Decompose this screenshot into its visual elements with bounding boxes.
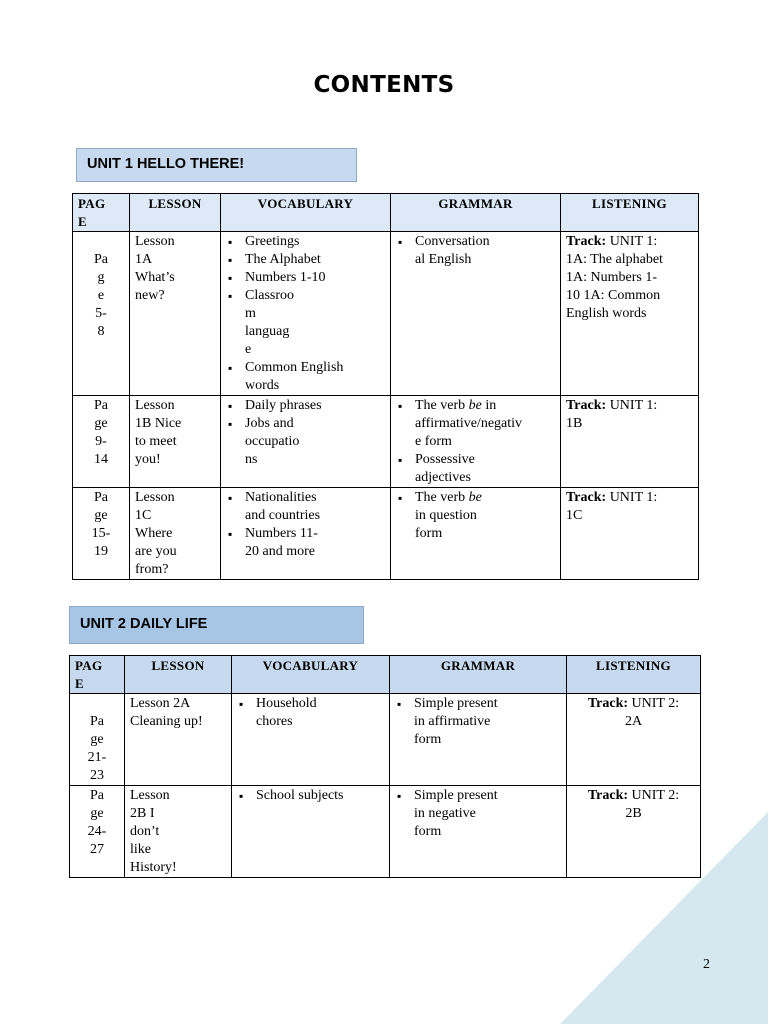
track-text: UNIT 2: 2A (624, 696, 680, 729)
vocabulary-item: ▪ Common English words (245, 359, 385, 395)
vocabulary-cell (232, 694, 390, 786)
page-range: Pa g e 5- 8 (73, 232, 130, 396)
unit-2-table (69, 655, 701, 878)
header-listening: LISTENING (561, 194, 699, 232)
vocabulary-item: ▪ Classroo m languag e (245, 287, 385, 359)
table-row (73, 488, 699, 580)
table-row (73, 396, 699, 488)
grammar-item: ▪ Simple present in negative form (414, 787, 561, 841)
vocabulary-item: ▪ Daily phrases (245, 397, 385, 415)
grammar-cell (391, 232, 561, 396)
vocabulary-item: ▪ Household chores (256, 695, 384, 731)
page-range: Pa ge 15- 19 (73, 488, 130, 580)
track-label: Track: (587, 696, 629, 711)
header-vocabulary: VOCABULARY (221, 194, 391, 232)
unit-2-number: UNIT 2 (80, 616, 126, 632)
track-text: UNIT 1: 1C (566, 490, 658, 523)
header-grammar: GRAMMAR (391, 194, 561, 232)
track-text: UNIT 2: 2B (625, 788, 680, 821)
table-header-row (73, 194, 699, 232)
page-title: CONTENTS (313, 72, 455, 98)
table-header-row (70, 656, 701, 694)
vocabulary-item: ▪ Greetings (245, 233, 385, 251)
lesson-name: Lesson 2B I don’t like History! (125, 786, 232, 878)
header-lesson: LESSON (125, 656, 232, 694)
vocabulary-item: ▪ School subjects (256, 787, 384, 805)
table-row (70, 694, 701, 786)
grammar-item: ▪ Conversation al English (415, 233, 555, 269)
page-range: Pa ge 21- 23 (70, 694, 125, 786)
track-label: Track: (587, 788, 629, 803)
vocabulary-item: ▪ Numbers 1-10 (245, 269, 385, 287)
unit-2-title: DAILY LIFE (130, 616, 208, 632)
vocabulary-cell (221, 396, 391, 488)
header-listening: LISTENING (567, 656, 701, 694)
vocabulary-cell (221, 232, 391, 396)
listening-cell (561, 232, 699, 396)
grammar-cell (390, 694, 567, 786)
track-label: Track: (566, 398, 607, 413)
unit-1-heading: UNIT 1 HELLO THERE! (76, 148, 357, 182)
header-page: PAG E (73, 194, 130, 232)
track-label: Track: (566, 490, 607, 505)
vocabulary-item: ▪ Numbers 11- 20 and more (245, 525, 385, 561)
unit-2-heading (69, 606, 364, 644)
lesson-name: Lesson 2A Cleaning up! (125, 694, 232, 786)
grammar-cell (391, 488, 561, 580)
page-range: Pa ge 24- 27 (70, 786, 125, 878)
vocabulary-cell (221, 488, 391, 580)
lesson-name: Lesson 1C Where are you from? (130, 488, 221, 580)
header-vocabulary: VOCABULARY (232, 656, 390, 694)
header-page: PAG E (70, 656, 125, 694)
listening-cell (561, 396, 699, 488)
lesson-name: Lesson 1A What’s new? (130, 232, 221, 396)
listening-cell (561, 488, 699, 580)
vocabulary-item: ▪ Nationalities and countries (245, 489, 385, 525)
vocabulary-item: ▪ The Alphabet (245, 251, 385, 269)
table-row (70, 786, 701, 878)
track-label: Track: (566, 234, 607, 249)
grammar-cell (390, 786, 567, 878)
page-number: 2 (703, 957, 710, 972)
grammar-item: ▪ The verb be in question form (415, 489, 555, 543)
listening-cell (567, 786, 701, 878)
track-text: UNIT 1: 1B (566, 398, 658, 431)
table-row (73, 232, 699, 396)
page-range: Pa ge 9- 14 (73, 396, 130, 488)
grammar-item: ▪ The verb be in affirmative/negativ e form (415, 397, 555, 451)
unit-1-table (72, 193, 699, 580)
grammar-cell (391, 396, 561, 488)
listening-cell (567, 694, 701, 786)
header-grammar: GRAMMAR (390, 656, 567, 694)
grammar-item: ▪ Possessive adjectives (415, 451, 555, 487)
vocabulary-cell (232, 786, 390, 878)
lesson-name: Lesson 1B Nice to meet you! (130, 396, 221, 488)
track-text: UNIT 1: 1A: The alphabet 1A: Numbers 1- 10 1A: Common English words (566, 234, 663, 321)
vocabulary-item: ▪ Jobs and occupatio ns (245, 415, 385, 469)
header-lesson: LESSON (130, 194, 221, 232)
grammar-item: ▪ Simple present in affirmative form (414, 695, 561, 749)
